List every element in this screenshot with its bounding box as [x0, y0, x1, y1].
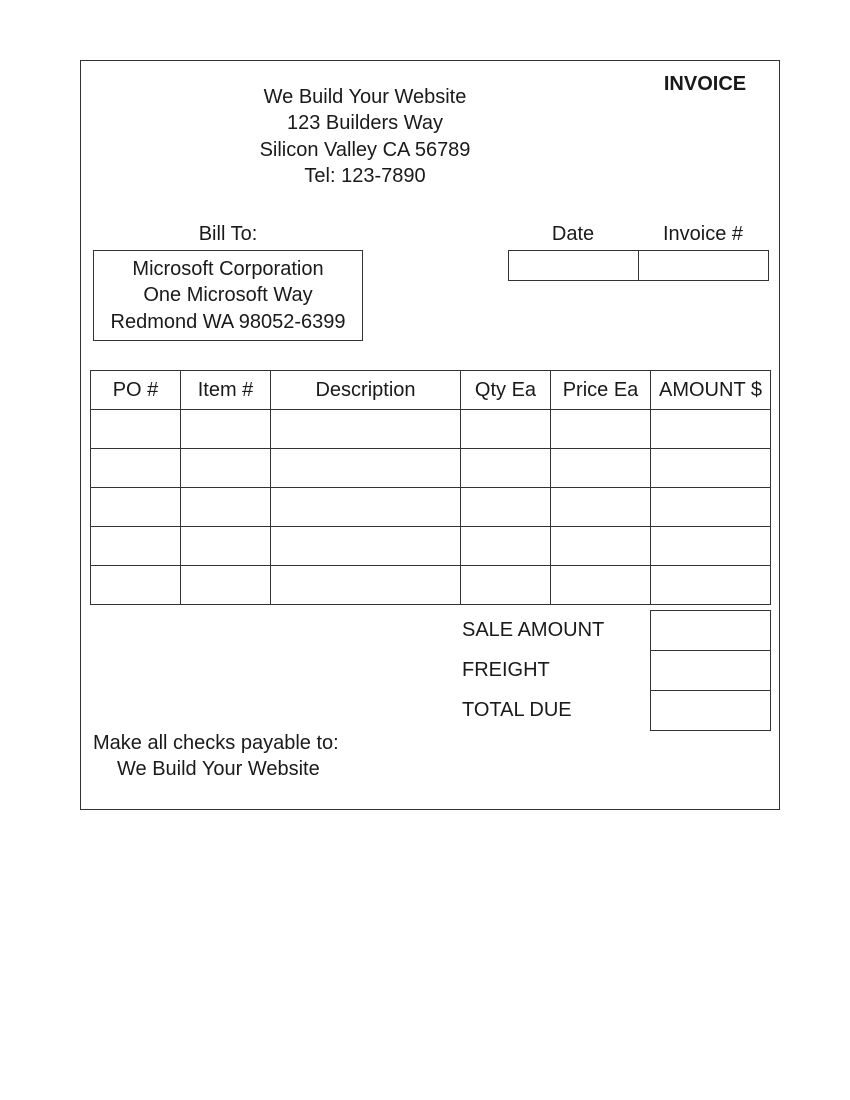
cell-description[interactable]: [271, 410, 461, 449]
bill-to-address-line1: One Microsoft Way: [143, 284, 313, 307]
cell-description[interactable]: [271, 449, 461, 488]
cell-item[interactable]: [181, 527, 271, 566]
table-row: [91, 488, 771, 527]
cell-price[interactable]: [551, 566, 651, 605]
table-row: [91, 449, 771, 488]
total-due-label: TOTAL DUE: [462, 699, 572, 721]
total-due-field[interactable]: [650, 690, 771, 731]
column-header-description: Description: [271, 371, 461, 410]
bill-to-address-line2: Redmond WA 98052-6399: [110, 310, 346, 333]
cell-po[interactable]: [91, 566, 181, 605]
cell-price[interactable]: [551, 449, 651, 488]
line-items-table: [90, 370, 771, 605]
cell-qty[interactable]: [461, 410, 551, 449]
freight-label: FREIGHT: [462, 659, 550, 681]
cell-price[interactable]: [551, 527, 651, 566]
cell-amount[interactable]: [651, 527, 771, 566]
company-phone: Tel: 123-7890: [304, 164, 426, 187]
cell-amount[interactable]: [651, 410, 771, 449]
table-row: [91, 410, 771, 449]
payment-note: [93, 730, 393, 782]
cell-po[interactable]: [91, 527, 181, 566]
cell-item[interactable]: [181, 449, 271, 488]
table-row: [91, 566, 771, 605]
company-name: We Build Your Website: [263, 86, 467, 108]
column-header-price: Price Ea: [551, 371, 651, 410]
invoice-number-label: Invoice #: [662, 223, 744, 245]
date-field[interactable]: [508, 250, 639, 281]
cell-item[interactable]: [181, 566, 271, 605]
bill-to-name: Microsoft Corporation: [132, 258, 324, 280]
bill-to-box: [93, 250, 363, 341]
cell-qty[interactable]: [461, 527, 551, 566]
cell-po[interactable]: [91, 449, 181, 488]
cell-description[interactable]: [271, 566, 461, 605]
cell-description[interactable]: [271, 488, 461, 527]
company-address-line2: Silicon Valley CA 56789: [259, 138, 471, 161]
cell-item[interactable]: [181, 410, 271, 449]
cell-po[interactable]: [91, 410, 181, 449]
cell-description[interactable]: [271, 527, 461, 566]
column-header-po: PO #: [91, 371, 181, 410]
table-header-row: [91, 371, 771, 410]
cell-item[interactable]: [181, 488, 271, 527]
column-header-amount: AMOUNT $: [651, 371, 771, 410]
cell-qty[interactable]: [461, 449, 551, 488]
payment-note-line1: Make all checks payable to:: [93, 732, 339, 754]
sale-amount-field[interactable]: [650, 610, 771, 651]
company-info: [240, 84, 490, 189]
cell-qty[interactable]: [461, 488, 551, 527]
table-row: [91, 527, 771, 566]
cell-amount[interactable]: [651, 566, 771, 605]
column-header-item: Item #: [181, 371, 271, 410]
cell-price[interactable]: [551, 488, 651, 527]
company-address-line1: 123 Builders Way: [287, 112, 443, 135]
cell-price[interactable]: [551, 410, 651, 449]
invoice-number-field[interactable]: [638, 250, 769, 281]
cell-amount[interactable]: [651, 488, 771, 527]
payment-note-payee: We Build Your Website: [117, 758, 320, 780]
cell-qty[interactable]: [461, 566, 551, 605]
freight-field[interactable]: [650, 650, 771, 691]
cell-amount[interactable]: [651, 449, 771, 488]
invoice-title: INVOICE: [663, 73, 747, 95]
date-label: Date: [551, 223, 595, 245]
column-header-qty: Qty Ea: [461, 371, 551, 410]
sale-amount-label: SALE AMOUNT: [462, 619, 605, 641]
cell-po[interactable]: [91, 488, 181, 527]
bill-to-label: Bill To:: [198, 223, 258, 245]
